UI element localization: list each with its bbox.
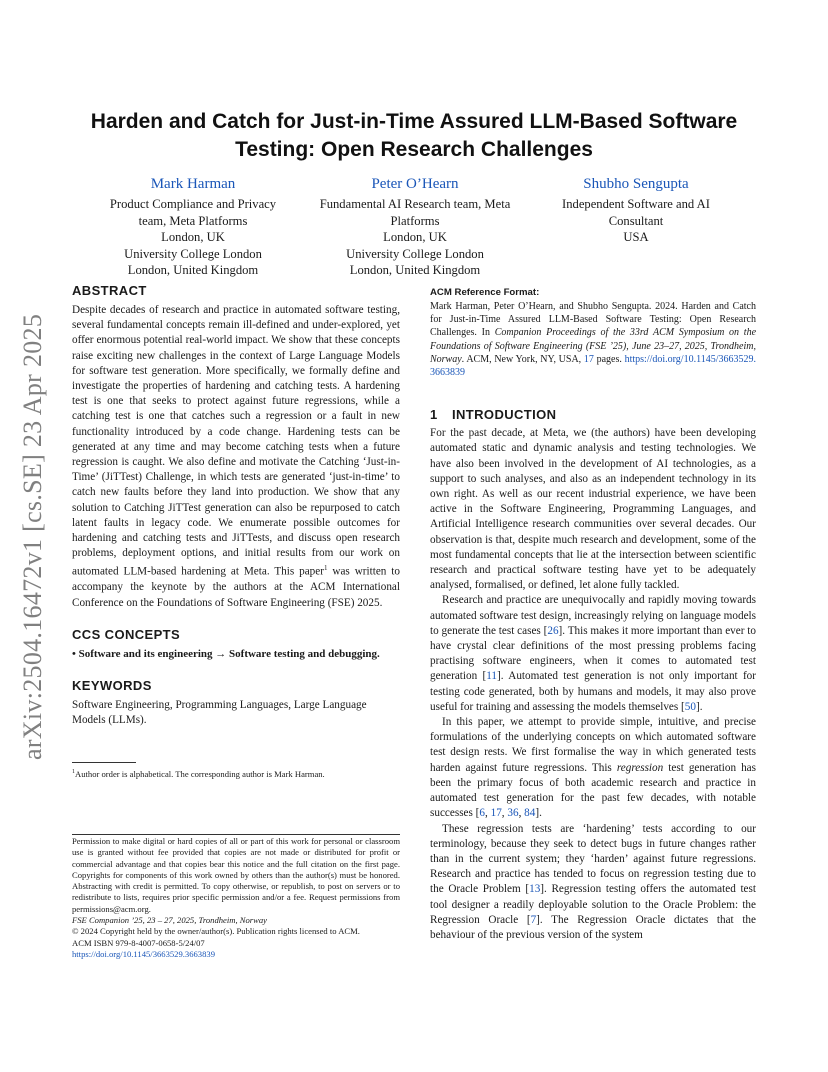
author-affiliation-line: London, United Kingdom: [127, 263, 259, 277]
intro-paragraph-2: [430, 593, 756, 715]
permission-rule: [72, 834, 400, 835]
author-affiliation-line: Product Compliance and Privacy: [109, 197, 277, 211]
author-name[interactable]: Peter O’Hearn: [371, 176, 459, 192]
doi-link[interactable]: https://doi.org/10.1145/3663529.3663839: [72, 948, 215, 959]
author-affiliation-line: London, United Kingdom: [349, 263, 481, 277]
intro-paragraph-1: For the past decade, at Meta, we (the authors) have been developing automated static and dynamic analysis and testing technologies. We have also been involved in the development of AI technologies, as a support to such analyses, and also as an independent technology in its own right. As well as our recent industrial experience, we have been active in the Software Engineering, Programming Languages, and Artificial Intelligence research communities over several decades. Our observation is that, despite much research and development, some of the most fundamental concepts that lie at the intersection between scientific research and practical software testing have yet to be adequately analysed, formalised, or defined, let alone fully tackled.: [430, 427, 756, 592]
arxiv-identifier: arXiv:2504.16472v1 [cs.SE] 23 Apr 2025: [18, 313, 47, 760]
permission-block: [72, 836, 400, 960]
citation-link[interactable]: 11: [486, 670, 498, 683]
author-affiliation-line: London, UK: [383, 230, 447, 244]
p3-emphasis: regression: [616, 761, 664, 774]
p4-text: ]. Regression testing offers the automated test tool designer a readily deployable solution to the Oracle Problem: the Regression Oracle [: [430, 883, 756, 926]
section-title: INTRODUCTION: [452, 407, 557, 423]
acm-ref-publisher: . ACM, New York, NY, USA,: [461, 353, 584, 365]
author-affiliation-line: USA: [623, 230, 649, 244]
citation-link[interactable]: 17: [490, 807, 502, 820]
intro-paragraph-3: In this paper, we attempt to provide simple, intuitive, and precise formulations of the underlying concepts on which automated software test design rests. We first formalise the way in which generated tests harden against future regressions. This regression test generation has been the primary focus of both academic research and practice in automated test generation for the past few decades, with notable successes [6, 17, 36, 84].: [430, 716, 756, 820]
p3-text: ].: [535, 807, 542, 820]
keywords-text: Software Engineering, Programming Languages, Large Language Models (LLMs).: [72, 698, 367, 726]
abstract-body-end: was written to accompany the keynote by the authors at the ACM International Conference on the Foundations of Software Engineering (FSE) 2025.: [72, 566, 400, 609]
citation-link[interactable]: 84: [524, 807, 536, 820]
introduction-heading: [430, 407, 756, 422]
p2-text: Research and practice are unequivocally and rapidly moving towards automated software test design, increasingly relying on language models to generate the test cases [: [430, 594, 756, 637]
author-affiliation-line: Independent Software and AI: [562, 197, 710, 211]
author-block-harman: [90, 175, 296, 279]
p4-text: ]. The Regression Oracle dictates that the behaviour of the previous version of the system: [430, 913, 756, 941]
left-column: [72, 283, 400, 780]
isbn-line: ACM ISBN 979-8-4007-0658-5/24/07: [72, 937, 205, 948]
acm-ref-body: Mark Harman, Peter O’Hearn, and Shubho Sengupta. 2024. Harden and Catch for Just-in-Time Assured LLM-Based Software Testing: Open Research Challenges. In: [430, 301, 756, 339]
p2-text: ]. This makes it more important than ever to have crystal clear definitions of the most pressing problems facing practising software engineers, when it comes to automated test generation [: [430, 624, 756, 683]
footnote-marker[interactable]: 1: [323, 564, 328, 573]
p3-text: In this paper, we attempt to provide simple, intuitive, and precise formulations of the underlying concepts on which automated software test design rests. We first formalise the way in which generated tests harden against future regressions. This: [430, 716, 756, 774]
p4-text: These regression tests are ‘hardening’ tests according to our terminology, because they seek to detect bugs in future changes rather than in the current system; they ‘harden’ against future regressions. Research and practice has tended to focus on regression testing due to the Oracle Problem [: [430, 822, 756, 896]
copyright-line: © 2024 Copyright held by the owner/author(s). Publication rights licensed to ACM.: [72, 926, 360, 937]
abstract-text: [72, 303, 400, 611]
pages-link[interactable]: 17: [583, 353, 594, 365]
intro-paragraph-4: [430, 822, 756, 944]
section-number: 1: [430, 407, 438, 423]
citation-link[interactable]: 36: [507, 807, 519, 820]
footnote-rule: [72, 762, 136, 763]
author-block-sengupta: [536, 175, 736, 246]
p2-text: ].: [695, 700, 703, 713]
introduction-text: [430, 426, 756, 943]
venue-line: FSE Companion ’25, 23 – 27, 2025, Trondheim, Norway: [72, 915, 267, 926]
citation-link[interactable]: 13: [529, 883, 541, 896]
keywords-heading: KEYWORDS: [72, 677, 152, 693]
ccs-text: • Software and its engineering → Software testing and debugging.: [72, 647, 380, 660]
author-affiliation-line: Consultant: [608, 213, 664, 228]
author-affiliation-line: London, UK: [161, 230, 225, 244]
citation-link[interactable]: 26: [547, 624, 559, 637]
author-affiliation-line: University College London: [124, 246, 262, 261]
ccs-heading: CCS CONCEPTS: [72, 626, 181, 642]
permission-text: Permission to make digital or hard copies of all or part of this work for personal or classroom use is granted without fee provided that copies are not made or distributed for profit or commercial advantage and that copies bear this notice and the full citation on the first page. Copyrights for components of this work owned by others than the author(s) must be honored. Abstracting with credit is permitted. To copy otherwise, or republish, to post on servers or to redistribute to lists, requires prior specific permission and/or a fee. Request permissions from permissions@acm.org.: [72, 836, 400, 914]
acm-ref-proceedings: Companion Proceedings of the 33rd ACM Symposium on the Foundations of Software Engineering (FSE ’25), June 23–27, 2025, Trondheim, Norway: [430, 327, 757, 365]
footnote-mark: 1: [72, 769, 75, 776]
author-affiliation-line: Fundamental AI Research team, Meta: [319, 197, 511, 211]
author-block-ohearn: [308, 175, 522, 279]
author-affiliation-line: University College London: [346, 246, 484, 261]
paper-title: Harden and Catch for Just-in-Time Assured LLM-Based Software Testing: Open Research Challenges: [90, 110, 738, 161]
author-name[interactable]: Shubho Sengupta: [583, 176, 689, 192]
acm-reference-text: [430, 300, 756, 379]
acm-reference-heading: ACM Reference Format:: [430, 287, 540, 298]
acm-ref-pages-suffix: pages.: [593, 353, 625, 365]
footnote-text: [72, 767, 400, 780]
citation-link[interactable]: 6: [479, 807, 485, 820]
p2-text: ]. Automated test generation is not only important for testing code generated, both by humans and models, it may also prove useful for training and assessing the models themselves [: [430, 670, 756, 713]
footnote-body: Author order is alphabetical. The corresponding author is Mark Harman.: [75, 769, 325, 780]
footnote-area: [72, 762, 400, 780]
citation-link[interactable]: 50: [684, 700, 696, 713]
acm-ref-doi-link[interactable]: https://doi.org/10.1145/3663529.3663839: [430, 353, 756, 379]
right-column: [430, 287, 756, 943]
author-affiliation-line: Platforms: [390, 213, 440, 228]
author-affiliation-line: team, Meta Platforms: [138, 213, 248, 228]
citation-link[interactable]: 7: [530, 913, 537, 926]
author-name[interactable]: Mark Harman: [150, 176, 236, 192]
p3-text: test generation has been the primary focus of both academic research and practice in automated test generation for the past few decades, with notable successes [: [430, 761, 756, 820]
abstract-heading: ABSTRACT: [72, 283, 147, 298]
abstract-body: Despite decades of research and practice in automated software testing, several fundamental concepts remain ill-defined and under-explored, yet offer enormous potential real-world impact. We show that these concepts raise exciting new challenges in the context of Large Language Models for software test generation. More specifically, we formally define and investigate the properties of hardening and catching tests. A hardening test is one that seeks to protect against future regressions, while a catching test is one that catches such a regression or a fault in new functionality introduced by a code change. Hardening tests can be generated at any time and may become catching tests when a future regression is caught. We also define and motivate the Catching ‘Just-in-Time’ (JiTTest) Challenge, in which tests are generated ‘just-in-time’ to catch new faults before they land into production. We show that any solution to Catching JiTTest generation can also be repurposed to catch latent faults in legacy code. We enumerate possible outcomes for hardening and catching tests and JiTTests, and discuss open research problems, deployment options, and initial results from our work on automated LLM-based hardening at Meta. This paper: [72, 304, 400, 579]
